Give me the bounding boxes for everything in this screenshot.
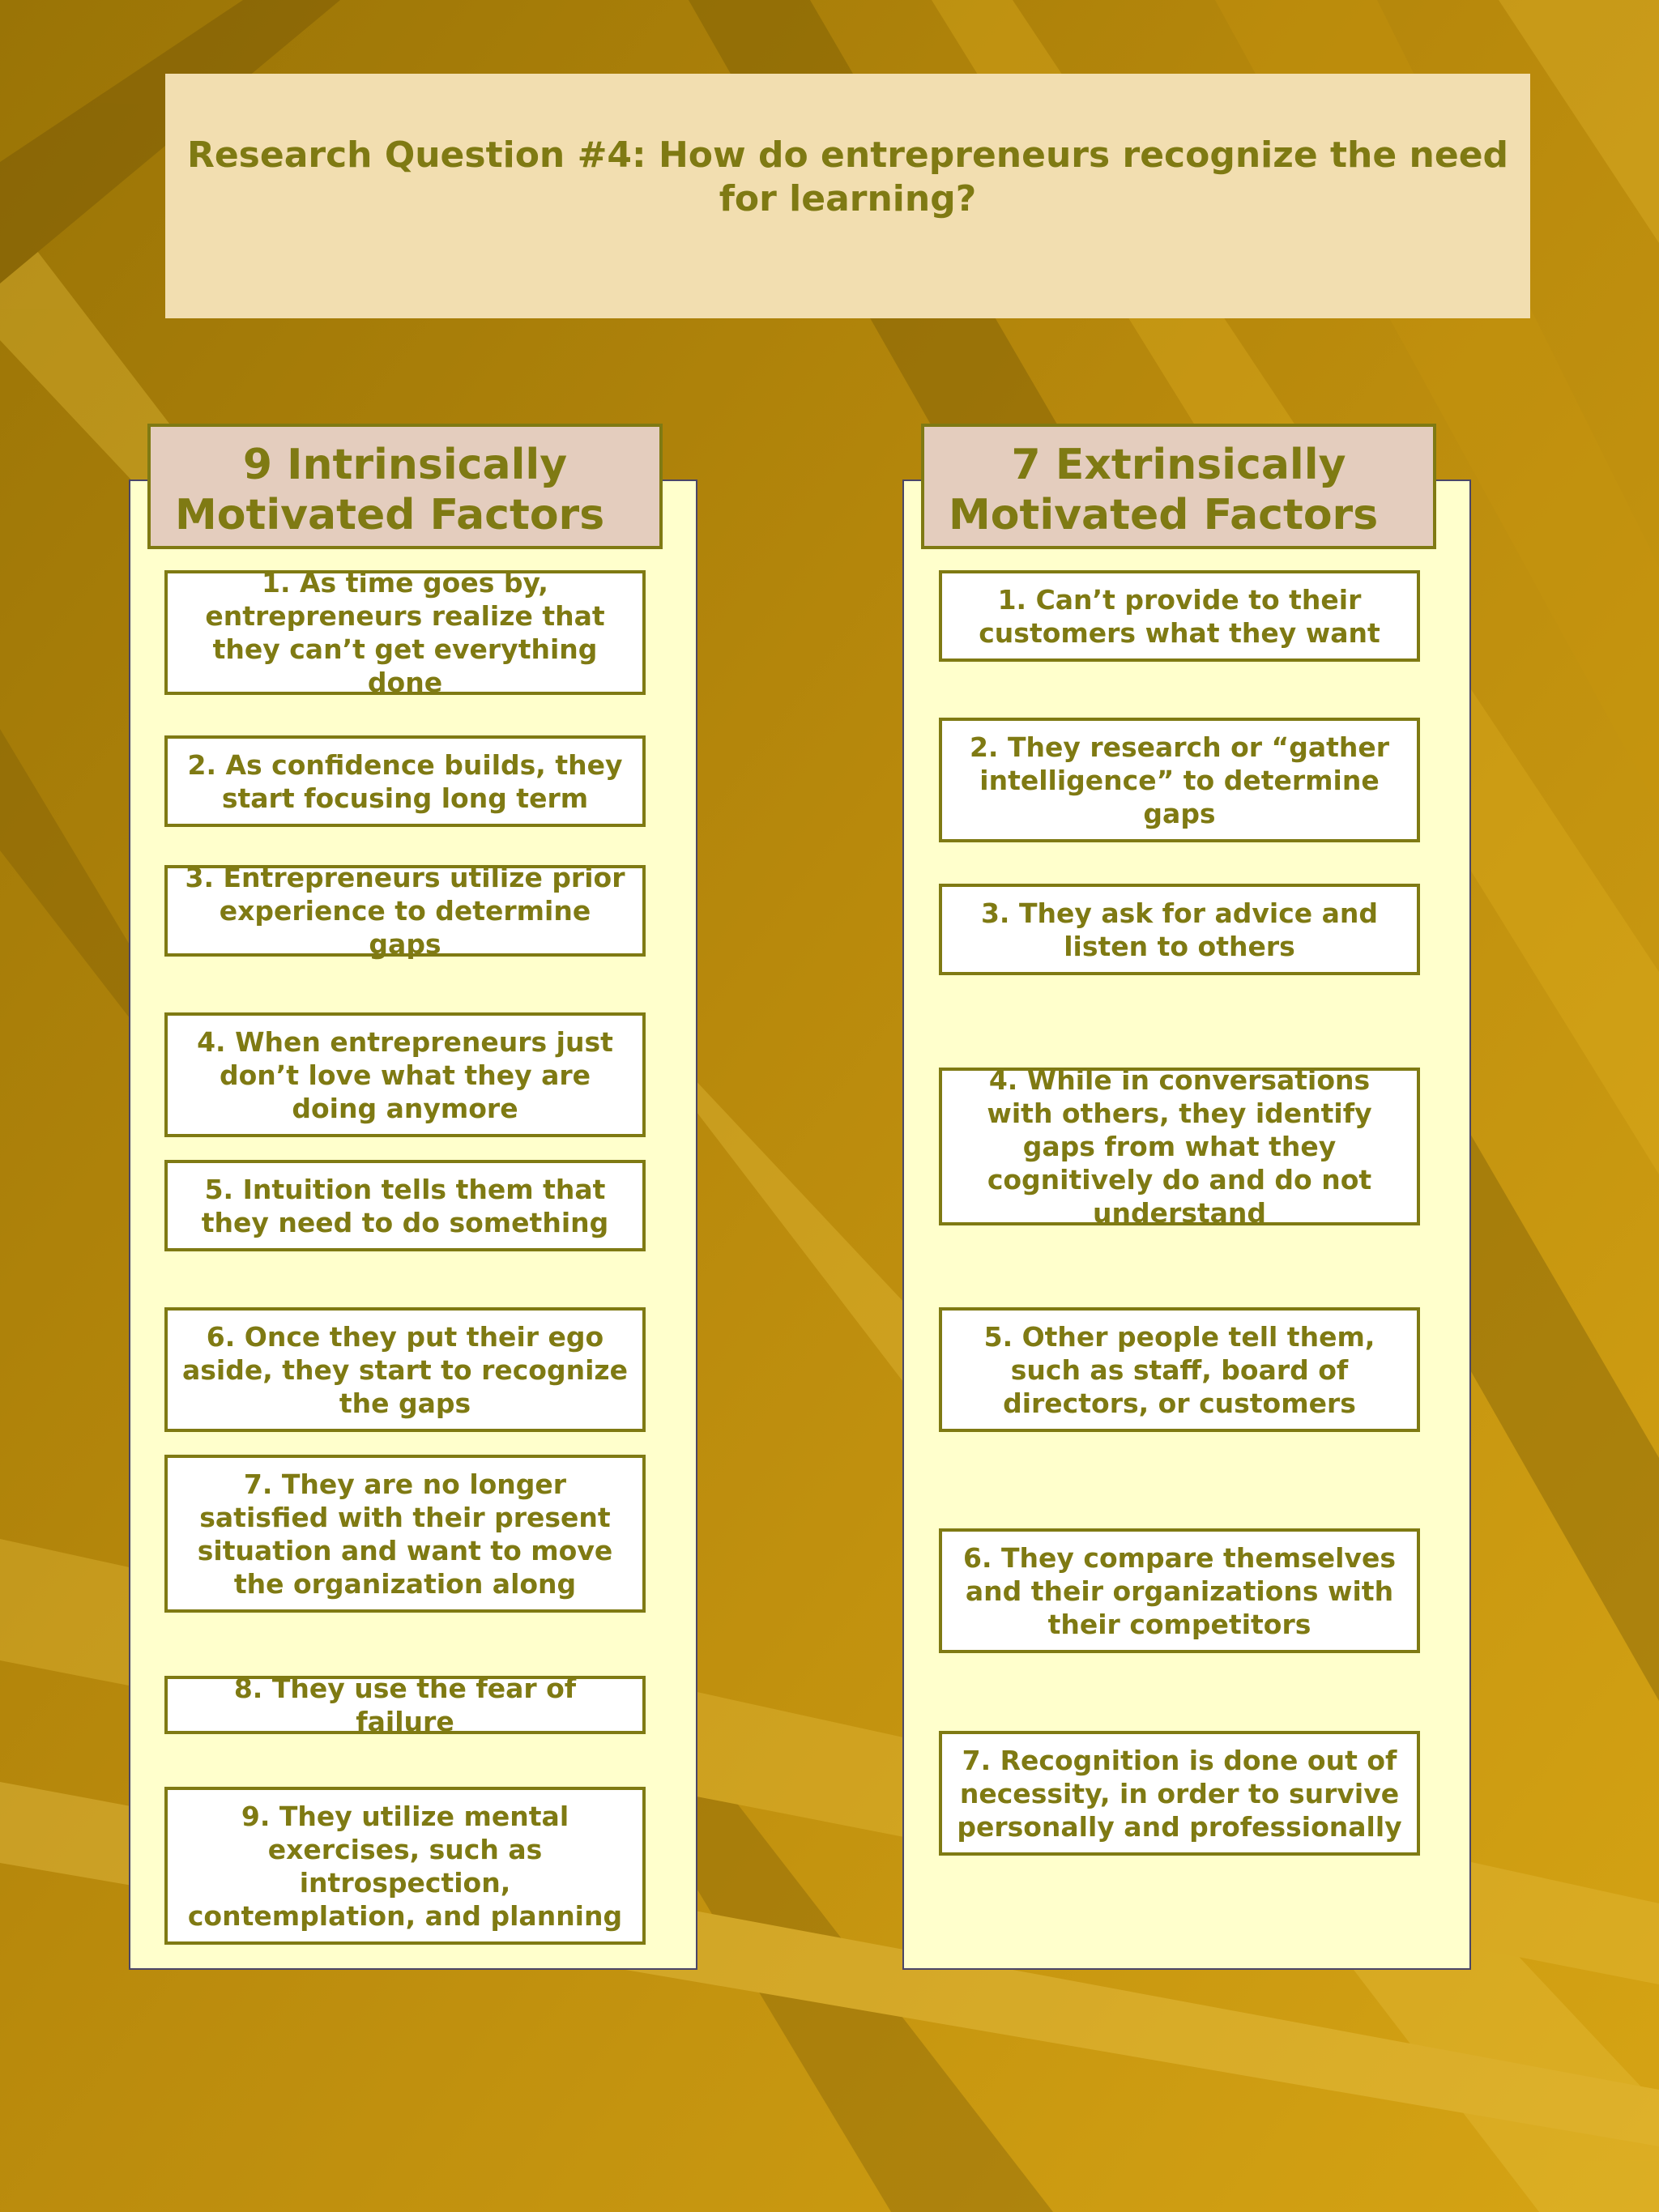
extrinsic-factor-7-text: 7. Recognition is done out of necessity, in order to survive personally and professionally	[957, 1744, 1402, 1843]
intrinsic-factor-1-text: 1. As time goes by, entrepreneurs realize that they can’t get everything done	[205, 567, 605, 698]
extrinsic-factor-3-text: 3. They ask for advice and listen to others	[980, 897, 1379, 962]
intrinsic-header-line1: 9 Intrinsically	[242, 441, 568, 489]
extrinsic-factor-3	[939, 884, 1420, 975]
intrinsic-factor-7	[164, 1455, 646, 1613]
extrinsic-factor-6	[939, 1528, 1420, 1653]
extrinsic-factor-5-text: 5. Other people tell them, such as staff, board of directors, or customers	[983, 1320, 1375, 1419]
title-box	[165, 74, 1530, 318]
intrinsic-header-line2: Motivated Factors	[175, 491, 605, 539]
intrinsic-factor-2	[164, 735, 646, 827]
intrinsic-factor-5	[164, 1160, 646, 1251]
intrinsic-factor-4	[164, 1012, 646, 1137]
intrinsic-factor-8-text: 8. They use the fear of failure	[233, 1673, 577, 1737]
extrinsic-header	[921, 424, 1436, 549]
intrinsic-factor-6-text: 6. Once they put their ego aside, they start to recognize the gaps	[182, 1320, 628, 1419]
intrinsic-header	[147, 424, 663, 549]
page-title: Research Question #4: How do entrepreneurs recognize the need for learning?	[186, 134, 1509, 219]
extrinsic-factor-4	[939, 1064, 1420, 1229]
extrinsic-factor-2-text: 2. They research or “gather intelligence” to determine gaps	[969, 731, 1390, 829]
extrinsic-factor-5	[939, 1307, 1420, 1432]
intrinsic-factor-6	[164, 1307, 646, 1432]
intrinsic-factor-9-text: 9. They utilize mental exercises, such as introspection, contemplation, and planning	[187, 1800, 623, 1932]
intrinsic-factor-9	[164, 1787, 646, 1945]
extrinsic-factor-7	[939, 1731, 1420, 1856]
intrinsic-factor-8	[164, 1673, 646, 1737]
intrinsic-factor-5-text: 5. Intuition tells them that they need to do something	[201, 1173, 609, 1238]
extrinsic-factor-1-text: 1. Can’t provide to their customers what they want	[979, 583, 1380, 649]
extrinsic-factor-4-text: 4. While in conversations with others, they identify gaps from what they cognitively do and do not understand	[987, 1064, 1372, 1229]
extrinsic-factor-1	[939, 570, 1420, 662]
intrinsic-factor-1	[164, 567, 646, 698]
extrinsic-factor-6-text: 6. They compare themselves and their organizations with their competitors	[963, 1541, 1396, 1640]
intrinsic-factor-3	[164, 862, 646, 960]
extrinsic-factor-2	[939, 718, 1420, 842]
intrinsic-factor-3-text: 3. Entrepreneurs utilize prior experience to determine gaps	[185, 862, 625, 960]
intrinsic-factor-4-text: 4. When entrepreneurs just don’t love what they are doing anymore	[197, 1025, 613, 1124]
extrinsic-header-line2: Motivated Factors	[949, 491, 1379, 539]
extrinsic-header-line1: 7 Extrinsically	[1011, 441, 1346, 489]
intrinsic-factor-2-text: 2. As confidence builds, they start focusing long term	[187, 748, 623, 814]
intrinsic-factor-7-text: 7. They are no longer satisfied with their present situation and want to move the organization along	[197, 1468, 613, 1600]
